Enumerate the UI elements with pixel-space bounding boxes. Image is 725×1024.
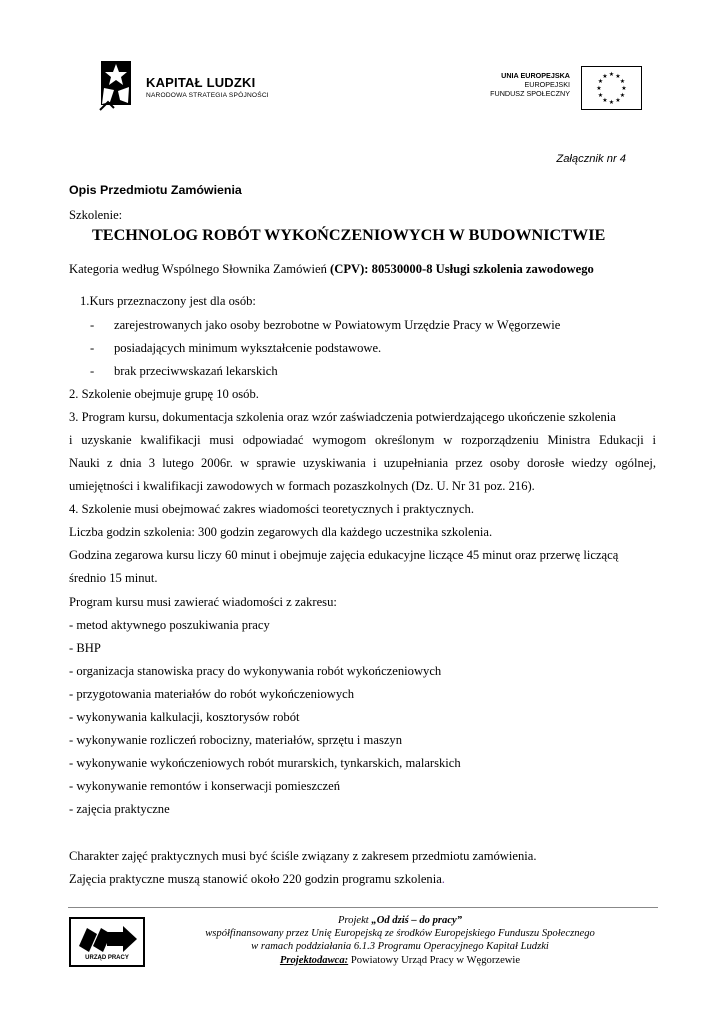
bullet-marker: - — [90, 318, 95, 332]
eu-flag-icon — [581, 66, 642, 110]
section-1: 1.Kurs przeznaczony jest dla osób: — [80, 294, 256, 308]
closing-line-2 — [69, 872, 445, 887]
project-name: „Od dziś – do pracy” — [371, 915, 463, 926]
section-3-line: 3. Program kursu, dokumentacja szkolenia oraz wzór zaświadczenia potwierdzającego ukończenie szkolenia — [69, 410, 616, 424]
footer-projektodawca — [150, 954, 650, 967]
urzad-pracy-label: URZĄD PRACY — [85, 955, 129, 961]
cpv-prefix: Kategoria według Wspólnego Słownika Zamówień — [69, 262, 331, 276]
section-3-line: umiejętności i kwalifikacji zawodowych w formach pozaszkolnych (Dz. U. Nr 31 poz. 216). — [69, 479, 535, 493]
eu-line3: FUNDUSZ SPOŁECZNY — [490, 89, 570, 98]
projektodawca-value: Powiatowy Urząd Pracy w Węgorzewie — [348, 954, 521, 966]
cpv-category — [69, 262, 594, 277]
clock-hour-line: średnio 15 minut. — [69, 571, 158, 585]
footer-project-line — [150, 914, 650, 927]
eu-line1: UNIA EUROPEJSKA — [501, 71, 570, 80]
program-intro: Program kursu musi zawierać wiadomości z zakresu: — [69, 595, 337, 609]
eu-logo — [480, 66, 642, 111]
program-item: - organizacja stanowiska pracy do wykonywania robót wykończeniowych — [69, 664, 442, 678]
program-item: - wykonywanie rozliczeń robocizny, materiałów, sprzętu i maszyn — [69, 733, 403, 747]
annex-label: Załącznik nr 4 — [556, 153, 626, 165]
program-item: - wykonywanie remontów i konserwacji pomieszczeń — [69, 779, 341, 793]
program-item: - zajęcia praktyczne — [69, 802, 170, 816]
kl-title: KAPITAŁ LUDZKI — [146, 75, 256, 90]
program-item: - przygotowania materiałów do robót wykończeniowych — [69, 687, 355, 701]
svg-text:★: ★ — [602, 97, 608, 104]
training-label: Szkolenie: — [69, 208, 123, 222]
svg-text:★: ★ — [615, 97, 621, 104]
svg-text:★: ★ — [608, 99, 615, 106]
footer-rule — [68, 907, 658, 908]
footer-text — [150, 914, 650, 967]
project-prefix: Projekt — [337, 915, 372, 926]
program-item: - wykonywanie wykończeniowych robót murarskich, tynkarskich, malarskich — [69, 756, 461, 770]
section-3-line: i uzyskanie kwalifikacji musi odpowiadać wymogom określonym w rozporządzeniu Ministra Edukacji i — [69, 433, 656, 447]
urzad-pracy-arrows-icon — [77, 924, 139, 954]
cpv-code: (CPV): 80530000-8 Usługi szkolenia zawodowego — [330, 262, 594, 276]
program-item: - BHP — [69, 641, 101, 655]
section-3-line: Nauki z dnia 3 lutego 2006r. w sprawie uzyskiwania i uzupełniania przez osoby dorosłe wiedzy ogólnej, — [69, 456, 656, 470]
svg-text:★: ★ — [619, 78, 626, 85]
section-2: 2. Szkolenie obejmuje grupę 10 osób. — [69, 387, 259, 401]
section-4: 4. Szkolenie musi obejmować zakres wiadomości teoretycznych i praktycznych. — [69, 502, 474, 516]
svg-text:★: ★ — [602, 73, 608, 80]
svg-text:★: ★ — [615, 73, 621, 80]
document-heading: Opis Przedmiotu Zamówienia — [69, 183, 242, 197]
kapital-ludzki-logo — [98, 56, 268, 112]
kapital-ludzki-emblem-icon — [98, 58, 134, 112]
eu-text — [470, 71, 570, 98]
svg-text:★: ★ — [619, 92, 626, 99]
closing-line: Charakter zajęć praktycznych musi być ściśle związany z zakresem przedmiotu zamówienia. — [69, 849, 537, 863]
bullet-item: zarejestrowanych jako osoby bezrobotne w Powiatowym Urzędzie Pracy w Węgorzewie — [114, 318, 561, 332]
bullet-item: posiadających minimum wykształcenie podstawowe. — [114, 341, 382, 355]
program-item: - wykonywania kalkulacji, kosztorysów robót — [69, 710, 300, 724]
closing-text: Zajęcia praktyczne muszą stanowić około 220 godzin programu szkolenia — [69, 872, 442, 886]
svg-text:★: ★ — [597, 78, 604, 85]
clock-hour-line: Godzina zegarowa kursu liczy 60 minut i obejmuje zajęcia edukacyjne liczące 45 minut oraz przerwę liczącą — [69, 548, 619, 562]
hours-line: Liczba godzin szkolenia: 300 godzin zegarowych dla każdego uczestnika szkolenia. — [69, 525, 493, 539]
urzad-pracy-logo — [69, 917, 145, 967]
training-title: TECHNOLOG ROBÓT WYKOŃCZENIOWYCH W BUDOWNICTWIE — [92, 226, 606, 244]
bullet-marker: - — [90, 341, 95, 355]
svg-text:★: ★ — [621, 85, 627, 92]
svg-text:★: ★ — [597, 92, 604, 99]
projektodawca-label: Projektodawca: — [279, 954, 349, 966]
footer-cofinancing: współfinansowany przez Unię Europejską ze środków Europejskiego Funduszu Społecznego — [205, 928, 595, 940]
closing-period: . — [441, 872, 445, 886]
svg-text:★: ★ — [596, 85, 602, 92]
eu-line2: EUROPEJSKI — [524, 80, 570, 89]
footer-subaction: w ramach poddziałania 6.1.3 Programu Operacyjnego Kapitał Ludzki — [251, 941, 549, 953]
kl-subtitle: NARODOWA STRATEGIA SPÓJNOŚCI — [146, 92, 269, 99]
svg-text:★: ★ — [608, 71, 615, 78]
bullet-marker: - — [90, 364, 95, 378]
bullet-item: brak przeciwwskazań lekarskich — [114, 364, 278, 378]
program-item: - metod aktywnego poszukiwania pracy — [69, 618, 270, 632]
